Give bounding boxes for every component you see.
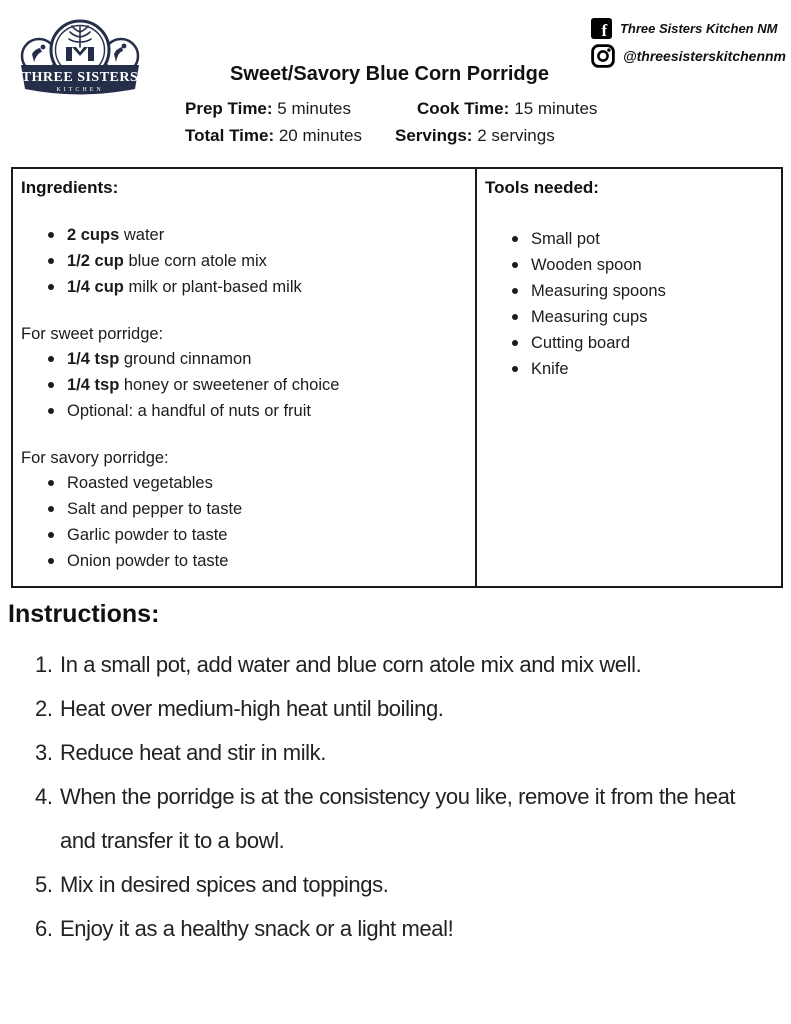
tool-item: Cutting board: [485, 330, 775, 356]
step-number: 6.: [35, 916, 53, 941]
logo-graphic: [16, 14, 144, 104]
instructions-section: [8, 600, 783, 951]
ingredient-item: Salt and pepper to taste: [21, 496, 469, 522]
facebook-handle: Three Sisters Kitchen NM: [619, 21, 778, 36]
ingredient-item: 1/4 tsp honey or sweetener of choice: [21, 372, 469, 398]
tool-item: Measuring cups: [485, 304, 775, 330]
step-text: Reduce heat and stir in milk.: [60, 740, 326, 765]
facebook-row: [591, 18, 786, 39]
step-text: Enjoy it as a healthy snack or a light meal!: [60, 916, 454, 941]
tool-item: Small pot: [485, 226, 775, 252]
ingredient-item: Garlic powder to taste: [21, 522, 469, 548]
meta-row-1: [185, 95, 597, 122]
instruction-step: [35, 907, 758, 951]
ingredients-base-list: [21, 222, 469, 300]
tools-list: [485, 226, 775, 382]
sweet-ingredients-list: [21, 346, 469, 424]
tools-column: [477, 169, 781, 586]
recipe-meta: [185, 95, 597, 149]
sweet-porridge-subheading: For sweet porridge:: [21, 325, 164, 343]
step-text: Mix in desired spices and toppings.: [60, 872, 389, 897]
step-text: When the porridge is at the consistency you like, remove it from the heat and transfer it to a bowl.: [60, 784, 736, 853]
instructions-list: [8, 643, 758, 951]
social-links: [591, 18, 786, 73]
total-time: Total Time: 20 minutes: [185, 126, 363, 145]
instagram-icon: [591, 44, 615, 68]
ingredients-column: [13, 169, 477, 586]
facebook-icon: [591, 18, 612, 39]
tool-item: Knife: [485, 356, 775, 382]
svg-text:f: f: [601, 21, 608, 39]
ingredient-item: Optional: a handful of nuts or fruit: [21, 398, 469, 424]
ingredient-item: Onion powder to taste: [21, 548, 469, 574]
step-number: 2.: [35, 696, 53, 721]
step-text: In a small pot, add water and blue corn atole mix and mix well.: [60, 652, 642, 677]
instructions-heading: Instructions:: [8, 600, 160, 628]
ingredient-item: 1/4 tsp ground cinnamon: [21, 346, 469, 372]
savory-porridge-subheading: For savory porridge:: [21, 449, 169, 467]
tool-item: Measuring spoons: [485, 278, 775, 304]
step-number: 3.: [35, 740, 53, 765]
logo-banner-text: THREE SISTERS: [21, 70, 139, 85]
tools-heading: Tools needed:: [485, 178, 599, 197]
page-title: Sweet/Savory Blue Corn Porridge: [230, 63, 549, 86]
savory-ingredients-list: [21, 470, 469, 574]
instagram-row: [591, 44, 786, 68]
ingredient-item: 1/2 cup blue corn atole mix: [21, 248, 469, 274]
step-text: Heat over medium-high heat until boiling.: [60, 696, 444, 721]
ingredient-item: 2 cups water: [21, 222, 469, 248]
ingredients-heading: Ingredients:: [21, 178, 119, 197]
step-number: 5.: [35, 872, 53, 897]
step-number: 1.: [35, 652, 53, 677]
meta-row-2: [185, 122, 597, 149]
ingredients-tools-table: [11, 167, 783, 588]
cook-time: Cook Time: 15 minutes: [417, 99, 598, 118]
instruction-step: [35, 687, 758, 731]
instruction-step: [35, 731, 758, 775]
step-number: 4.: [35, 784, 53, 809]
three-sisters-kitchen-logo: [16, 14, 144, 104]
instruction-step: [35, 643, 758, 687]
prep-time: Prep Time: 5 minutes: [185, 99, 351, 118]
logo-sub-text: KITCHEN: [56, 87, 104, 93]
tool-item: Wooden spoon: [485, 252, 775, 278]
ingredient-item: 1/4 cup milk or plant-based milk: [21, 274, 469, 300]
instagram-handle: @threesisterskitchennm: [622, 48, 786, 64]
instruction-step: [35, 775, 758, 863]
servings: Servings: 2 servings: [395, 126, 555, 145]
instruction-step: [35, 863, 758, 907]
ingredient-item: Roasted vegetables: [21, 470, 469, 496]
